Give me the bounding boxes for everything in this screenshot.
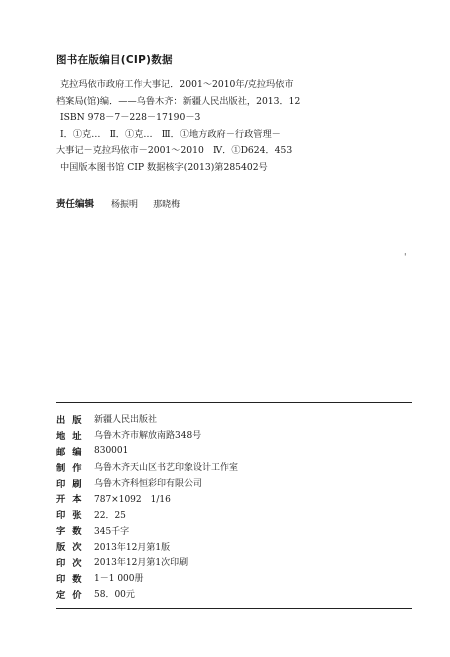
info-key: 邮编 [56,446,89,458]
info-row [56,522,412,538]
info-value: 乌鲁木齐科恒彩印有限公司 [94,479,203,489]
info-row [56,459,412,475]
cip-line: 克拉玛依市政府工作大事记．2001～2010年/克拉玛依市 [60,79,294,90]
info-row [56,586,412,602]
info-row [56,427,412,443]
info-value: 2013年12月第1次印刷 [94,558,189,569]
editor-name: 那晓梅 [153,200,181,210]
info-key: 版次 [56,542,89,554]
top-rule [56,402,412,403]
info-row [56,570,412,586]
info-value: 22．25 [94,510,126,521]
cip-data-block [56,52,401,177]
cip-line: Ⅰ．①克… Ⅱ．①克… Ⅲ．①地方政府－行政管理－ [60,128,281,140]
info-key: 字数 [56,526,89,538]
info-key: 印刷 [56,478,89,490]
info-key: 印数 [56,573,89,585]
editor-label: 责任编辑 [56,199,95,210]
info-row [56,411,412,427]
info-key: 印次 [56,557,89,569]
info-row [56,490,412,506]
cip-title: 图书在版编目(CIP)数据 [56,54,173,66]
cip-line: 大事记－克拉玛依市－2001～2010 Ⅳ．①D624．453 [56,145,293,157]
info-value: 830001 [94,445,129,456]
bottom-rule [56,608,412,609]
margin-mark: ' [404,253,407,263]
info-row [56,506,412,522]
info-key: 开本 [56,494,89,506]
info-row [56,538,412,554]
info-value: 新疆人民出版社 [94,415,158,426]
info-row [56,475,412,491]
info-value: 乌鲁木齐市解放南路348号 [94,431,202,442]
cip-line: ISBN 978－7－228－17190－3 [60,112,201,124]
info-value: 345千字 [94,526,130,537]
info-value: 1－1 000册 [94,574,144,585]
cip-line: 中国版本图书馆 CIP 数据核字(2013)第285402号 [60,161,268,173]
info-key: 制作 [56,462,89,474]
publication-info-table [56,402,412,609]
info-key: 地址 [56,430,89,442]
info-key: 定价 [56,589,89,601]
info-row [56,443,412,459]
info-value: 2013年12月第1版 [94,542,171,553]
info-row [56,554,412,570]
responsible-editor [56,196,180,210]
cip-line: 档案局(馆)编．——乌鲁木齐：新疆人民出版社，2013．12 [56,95,301,107]
info-key: 出版 [56,414,89,426]
info-value: 787×1092 1/16 [94,494,171,505]
editor-name: 杨振明 [111,200,139,210]
info-value: 乌鲁木齐天山区书艺印象设计工作室 [94,463,239,474]
info-value: 58．00元 [94,590,135,601]
info-key: 印张 [56,510,89,522]
